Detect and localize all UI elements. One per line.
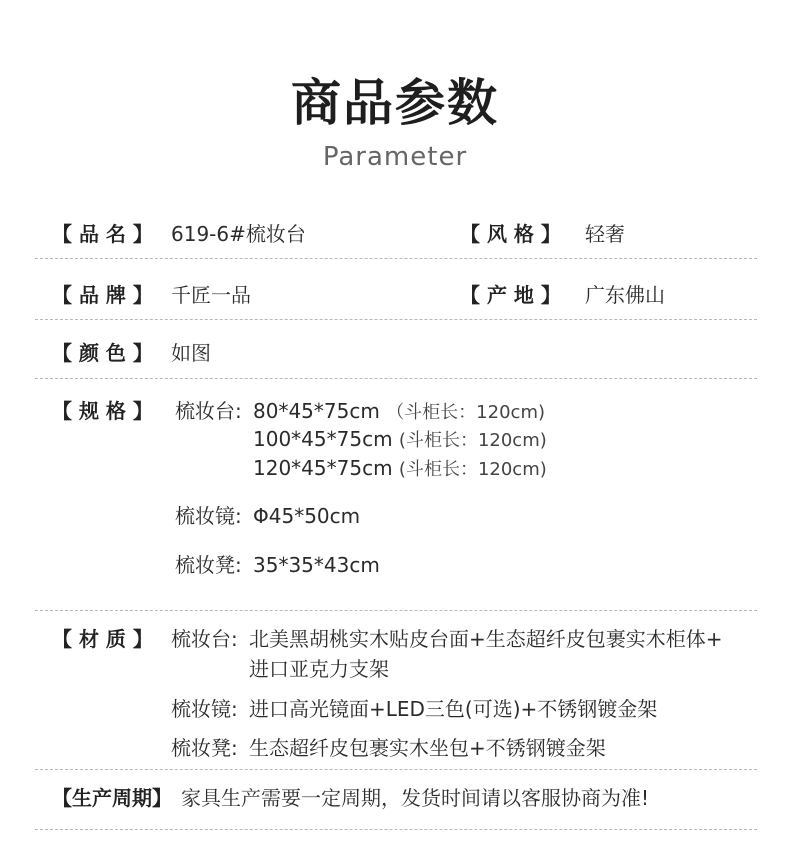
- brand-value: 千匠一品: [171, 283, 251, 307]
- material-table-line-1: 北美黑胡桃实木贴皮台面+生态超纤皮包裹实木柜体+: [249, 627, 723, 651]
- divider: [35, 319, 757, 320]
- divider: [35, 378, 757, 379]
- spec-mirror-size: Φ45*50cm: [253, 504, 361, 528]
- spec-table-size-1: [253, 397, 545, 427]
- name-label: 【 品 名 】: [52, 222, 153, 246]
- color-label: 【 颜 色 】: [52, 341, 153, 365]
- material-table-prefix: 梳妆台:: [171, 627, 238, 651]
- cycle-value: 家具生产需要一定周期，发货时间请以客服协商为准!: [181, 786, 650, 810]
- origin-label: 【 产 地 】: [460, 283, 561, 307]
- size-text: 100*45*75cm: [253, 427, 393, 451]
- size-note: （斗柜长：120cm): [386, 402, 545, 423]
- cycle-label: 【生产周期】: [52, 786, 172, 810]
- material-stool-prefix: 梳妆凳:: [171, 736, 238, 760]
- spec-label: 【 规 格 】: [52, 399, 153, 423]
- material-table-line-2: 进口亚克力支架: [249, 657, 389, 681]
- spec-stool-prefix: 梳妆凳:: [175, 553, 242, 577]
- size-note: (斗柜长：120cm): [398, 430, 547, 451]
- name-value: 619-6#梳妆台: [171, 222, 306, 246]
- material-label: 【 材 质 】: [52, 627, 153, 651]
- style-value: 轻奢: [585, 222, 625, 246]
- material-mirror-value: 进口高光镜面+LED三色(可选)+不锈钢镀金架: [249, 697, 658, 721]
- origin-value: 广东佛山: [585, 283, 665, 307]
- spec-table-size-2: [253, 425, 547, 455]
- divider: [35, 829, 757, 830]
- size-text: 120*45*75cm: [253, 456, 393, 480]
- material-stool-value: 生态超纤皮包裹实木坐包+不锈钢镀金架: [249, 736, 606, 760]
- spec-table-size-3: [253, 454, 547, 484]
- size-note: (斗柜长：120cm): [398, 459, 547, 480]
- page-subtitle: Parameter: [322, 142, 468, 172]
- divider: [35, 769, 757, 770]
- size-text: 80*45*75cm: [253, 399, 380, 423]
- brand-label: 【 品 牌 】: [52, 283, 153, 307]
- spec-stool-size: 35*35*43cm: [253, 553, 380, 577]
- spec-table-prefix: 梳妆台:: [175, 399, 242, 423]
- color-value: 如图: [171, 341, 211, 365]
- divider: [35, 258, 757, 259]
- page-title: 商品参数: [291, 74, 499, 132]
- material-mirror-prefix: 梳妆镜:: [171, 697, 238, 721]
- spec-mirror-prefix: 梳妆镜:: [175, 504, 242, 528]
- style-label: 【 风 格 】: [460, 222, 561, 246]
- divider: [35, 610, 757, 611]
